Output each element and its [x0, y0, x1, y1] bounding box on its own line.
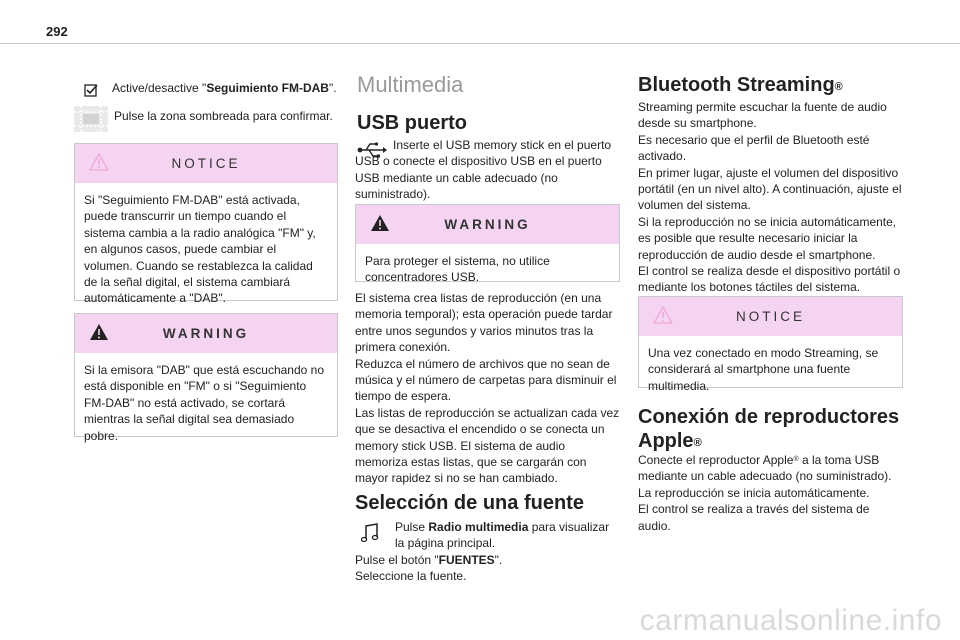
warning-label: WARNING: [162, 326, 250, 341]
notice-header: [75, 144, 337, 183]
bluetooth-notice-text: Una vez conectado en modo Streaming, se considerará al smartphone una fuente multimedia.: [648, 346, 879, 393]
usb-heading: USB puerto: [357, 112, 467, 134]
shaded-zone-icon: [74, 106, 108, 132]
warning-triangle-icon: [370, 214, 390, 232]
notice-warning-triangle-icon: [653, 306, 673, 324]
apple-heading: Conexión de reproductores Apple®: [638, 406, 900, 452]
notice-warning-triangle-icon: [89, 153, 109, 171]
usb-instructions: Inserte el USB memory stick en el puerto USB o conecte el dispositivo USB en el puerto USB mediante un cable adecuado (no suministrado).: [355, 138, 612, 202]
page-number: 292: [46, 24, 68, 39]
source-instructions: Pulse Radio multimedia para visualizar la página principal. Pulse el botón "FUENTES". Seleccione la fuente.: [355, 520, 610, 584]
source-heading: Selección de una fuente: [355, 492, 584, 514]
bluetooth-streaming-text: Streaming permite escuchar la fuente de audio desde su smartphone. Es necesario que el perfil de Bluetooth esté activado. En primer lugar, ajuste el volumen del dispositivo portátil (en un nivel alto). A continuación, ajuste el volumen del sistema. Si la reproducción no se inicia automáticamente, es posible que resulte necesario iniciar la reproducción de audio desde el smartphone. El control se realiza desde el dispositivo portátil o mediante los botones táctiles del sistema.: [638, 100, 902, 295]
warning-text: Si la emisora "DAB" que está escuchando no está disponible en "FM" o si "Seguimiento FM-DAB" no está activado, se cortará mientras la señal digital sea demasiado pobre.: [84, 363, 324, 443]
watermark: carmanualsonline.info: [639, 604, 942, 637]
usb-warning-label: WARNING: [444, 217, 531, 232]
warning-triangle-icon: [89, 323, 109, 341]
header-divider: [0, 43, 960, 44]
bluetooth-notice-label: NOTICE: [735, 309, 805, 324]
toggle-instruction: Active/desactive "Seguimiento FM-DAB".: [84, 80, 348, 96]
checkbox-icon: [84, 84, 98, 98]
usb-warning-box: [355, 204, 620, 285]
playlist-paragraph: El sistema crea listas de reproducción (en una memoria temporal); esta operación puede tardar entre unos segundos y varios minutos tras la primera conexión. Reduzca el número de archivos que no sean de música y el número de carpetas para disminuir el tiempo de espera. Las listas de reproducción se actualizan cada vez que se desactiva el encendido o se conecta un memory stick USB. El sistema de audio memoriza estas listas, que se cargarán con mayor rapidez si no se han cambiado.: [355, 291, 620, 486]
bluetooth-streaming-heading: Bluetooth Streaming®: [638, 74, 843, 96]
bluetooth-notice-header: [639, 297, 902, 336]
warning-header: [75, 314, 337, 353]
confirm-instruction: Pulse la zona sombreada para confirmar.: [74, 108, 348, 124]
section-heading-multimedia: Multimedia: [357, 72, 464, 97]
notice-label: NOTICE: [171, 156, 241, 171]
notice-box: [74, 143, 338, 306]
warning-box: [74, 313, 338, 443]
apple-text: Conecte el reproductor Apple® a la toma USB mediante un cable adecuado (no suministrado). La reproducción se inicia automáticamente. El control se realiza a través del sistema de audio.: [638, 453, 892, 533]
notice-text: Si "Seguimiento FM-DAB" está activada, puede transcurrir un tiempo cuando el sistema cambia a la radio analógica "FM" y, en algunos casos, puede cambiar el volumen. Cuando se restablezca la calidad de la señal digital, el sistema cambiará automáticamente a "DAB".: [84, 193, 316, 306]
bluetooth-notice-box: [638, 296, 903, 393]
usb-warning-header: [356, 205, 619, 244]
usb-warning-text: Para proteger el sistema, no utilice concentradores USB.: [365, 254, 550, 285]
